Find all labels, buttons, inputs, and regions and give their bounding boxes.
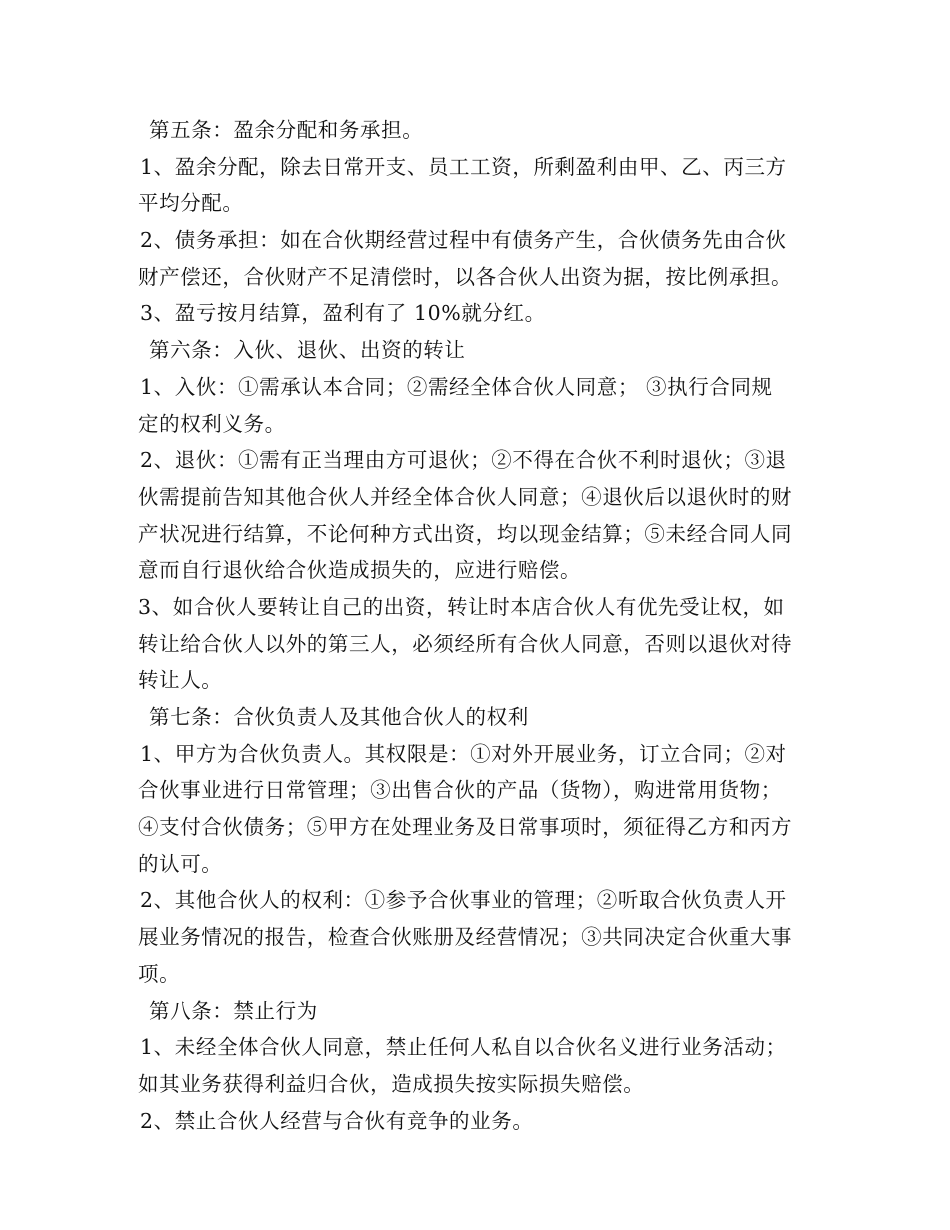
text-line: ④支付合伙债务；⑤甲方在处理业务及日常事项时，须征得乙方和丙方 [138, 815, 793, 840]
text-line: 1、入伙：①需承认本合同；②需经全体合伙人同意； ③执行合同规 [140, 374, 773, 399]
text-line: 1、未经全体合伙人同意，禁止任何人私自以合伙名义进行业务活动； [140, 1035, 787, 1060]
text-line: 3、如合伙人要转让自己的出资，转让时本店合伙人有优先受让权，如 [138, 594, 785, 619]
text-line: 3、盈亏按月结算，盈利有了 10%就分红。 [140, 301, 546, 326]
text-line: 产状况进行结算，不论何种方式出资，均以现金结算；⑤未经合同人同 [138, 521, 793, 546]
text-line: 2、退伙：①需有正当理由方可退伙；②不得在合伙不利时退伙；③退 [140, 448, 787, 473]
text-line: 第七条：合伙负责人及其他合伙人的权利 [149, 705, 529, 729]
text-line: 2、其他合伙人的权利：①参予合伙事业的管理；②听取合伙负责人开 [140, 888, 787, 913]
text-line: 2、债务承担：如在合伙期经营过程中有债务产生，合伙债务先由合伙 [140, 228, 787, 253]
text-line: 定的权利义务。 [138, 411, 286, 436]
text-line: 第八条：禁止行为 [149, 998, 318, 1023]
text-line: 合伙事业进行日常管理；③出售合伙的产品（货物），购进常用货物； [138, 778, 782, 803]
text-line: 1、甲方为合伙负责人。其权限是：①对外开展业务，订立合同；②对 [140, 741, 787, 766]
text-line: 1、盈余分配，除去日常开支、员工工资，所剩盈利由甲、乙、丙三方 [140, 154, 787, 179]
text-line: 转让人。 [138, 668, 223, 693]
text-line: 的认可。 [138, 851, 223, 876]
text-line: 第六条：入伙、退伙、出资的转让 [149, 338, 466, 363]
text-line: 意而自行退伙给合伙造成损失的，应进行赔偿。 [138, 558, 582, 583]
document-body [138, 112, 814, 1139]
text-line: 平均分配。 [138, 191, 244, 216]
text-line: 如其业务获得利益归合伙，造成损失按实际损失赔偿。 [138, 1071, 645, 1096]
text-line: 第五条：盈余分配和务承担。 [149, 118, 424, 142]
text-line: 展业务情况的报告，检查合伙账册及经营情况；③共同决定合伙重大事 [138, 925, 793, 950]
text-line: 伙需提前告知其他合伙人并经全体合伙人同意；④退伙后以退伙时的财 [138, 484, 793, 509]
text-line: 2、禁止合伙人经营与合伙有竞争的业务。 [140, 1108, 534, 1133]
text-line: 转让给合伙人以外的第三人，必须经所有合伙人同意，否则以退伙对待 [138, 631, 793, 656]
text-line: 财产偿还，合伙财产不足清偿时，以各合伙人出资为据，按比例承担。 [138, 264, 793, 289]
text-line: 项。 [138, 961, 181, 986]
